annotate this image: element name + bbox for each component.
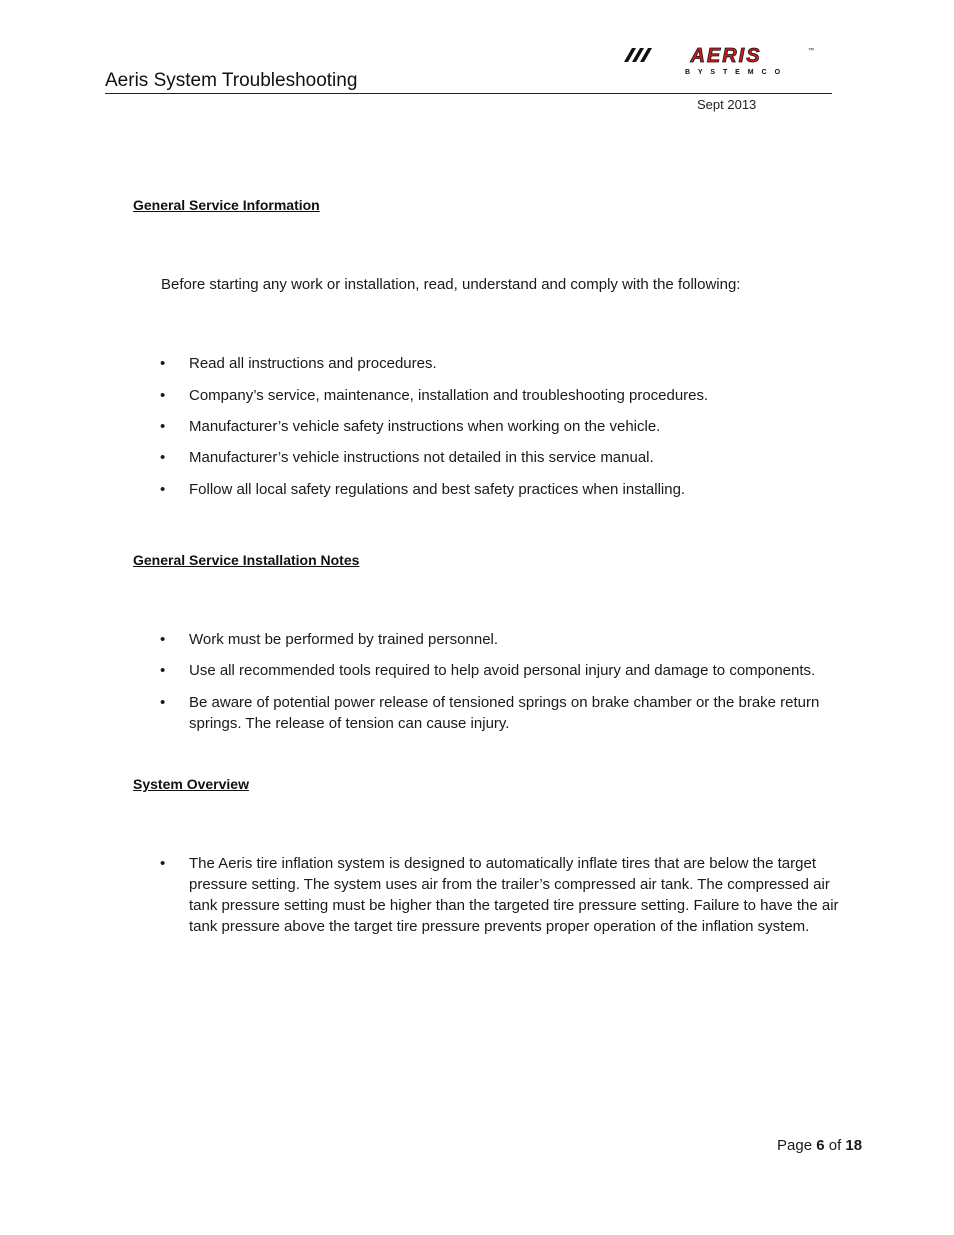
list-item-text: Manufacturer’s vehicle instructions not detailed in this service manual. [189, 449, 654, 466]
bullet-icon: • [160, 418, 166, 435]
document-title: Aeris System Troubleshooting [105, 70, 358, 91]
bullet-icon: • [160, 355, 166, 372]
bullet-icon: • [160, 631, 166, 648]
of-label: of [828, 1137, 842, 1154]
page-label: Page [777, 1137, 813, 1154]
header-divider [105, 93, 832, 94]
bullet-icon: • [160, 449, 166, 466]
bullet-icon: • [160, 855, 166, 872]
bullet-icon: • [160, 481, 166, 498]
bullet-icon: • [160, 662, 166, 679]
document-date: Sept 2013 [697, 97, 757, 112]
list-item-text: Work must be performed by trained personnel. [189, 631, 499, 648]
list-item-text: The Aeris tire inflation system is designed to automatically inflate tires that are below the target pressure setting. The system uses air from the trailer’s compressed air tank. The compressed air tank pressure setting must be higher than the targeted tire pressure setting. Failure to have the air tank pressure above the target tire pressure prevents proper operation of the inflation system. [189, 855, 839, 935]
section-heading-installation-notes: General Service Installation Notes [133, 552, 360, 568]
general-info-intro: Before starting any work or installation, read, understand and comply with the following: [161, 276, 741, 293]
list-item-text: Company’s service, maintenance, installation and troubleshooting procedures. [189, 387, 709, 404]
logo-wordmark: AERIS [690, 45, 762, 67]
aeris-logo [622, 44, 818, 78]
logo-trademark: ™ [808, 48, 814, 54]
list-item-text: Manufacturer’s vehicle safety instructions when working on the vehicle. [189, 418, 661, 435]
logo-subtitle: B Y S T E M C O [684, 69, 784, 76]
list-item-text: Follow all local safety regulations and best safety practices when installing. [189, 481, 686, 498]
page-current: 6 [816, 1137, 825, 1154]
section-heading-general-info: General Service Information [133, 197, 320, 213]
speed-stripes-icon [624, 48, 652, 62]
bullet-icon: • [160, 387, 166, 404]
page-total: 18 [845, 1137, 863, 1154]
list-item-text: Use all recommended tools required to help avoid personal injury and damage to components. [189, 662, 816, 679]
list-item-text: Be aware of potential power release of tensioned springs on brake chamber or the brake return springs. The release of tension can cause injury. [189, 694, 820, 732]
list-item-text: Read all instructions and procedures. [189, 355, 437, 372]
page-number [777, 1137, 862, 1154]
section-heading-system-overview: System Overview [133, 776, 249, 792]
bullet-icon: • [160, 694, 166, 711]
